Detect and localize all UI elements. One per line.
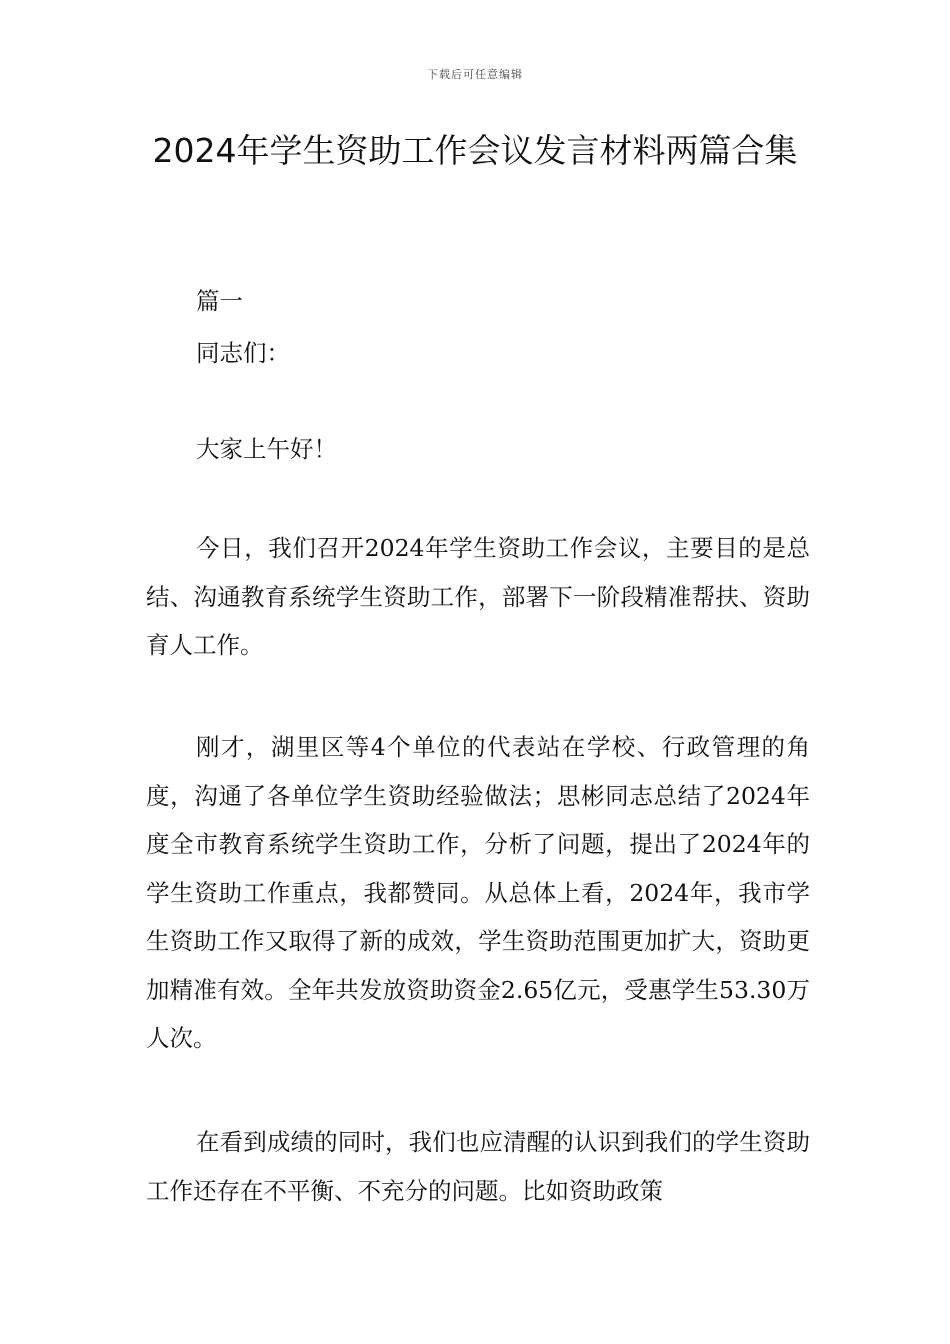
section-label: 篇一 [196,287,243,315]
paragraph-2: 刚才，湖里区等4个单位的代表站在学校、行政管理的角度，沟通了各单位学生资助经验做法；思彬同志总结了2024年度全市教育系统学生资助工作，分析了问题，提出了2024年的学生资助工作重点，我都赞同。从总体上看，2024年，我市学生资助工作又取得了新的成效，学生资助范围更加扩大，资助更加精准有效。全年共发放资助资金2.65亿元，受惠学生53.30万人次。 [146,733,810,1052]
document-title: 2024年学生资助工作会议发言材料两篇合集 [152,131,798,170]
header-note: 下载后可任意编辑 [427,68,523,81]
paragraph-1: 今日，我们召开2024年学生资助工作会议，主要目的是总结、沟通教育系统学生资助工作，部署下一阶段精准帮扶、资助育人工作。 [146,534,810,659]
greeting: 大家上午好！ [196,435,337,463]
paragraph-3: 在看到成绩的同时，我们也应清醒的认识到我们的学生资助工作还存在不平衡、不充分的问题。比如资助政策 [146,1128,810,1205]
salutation: 同志们： [196,339,290,367]
